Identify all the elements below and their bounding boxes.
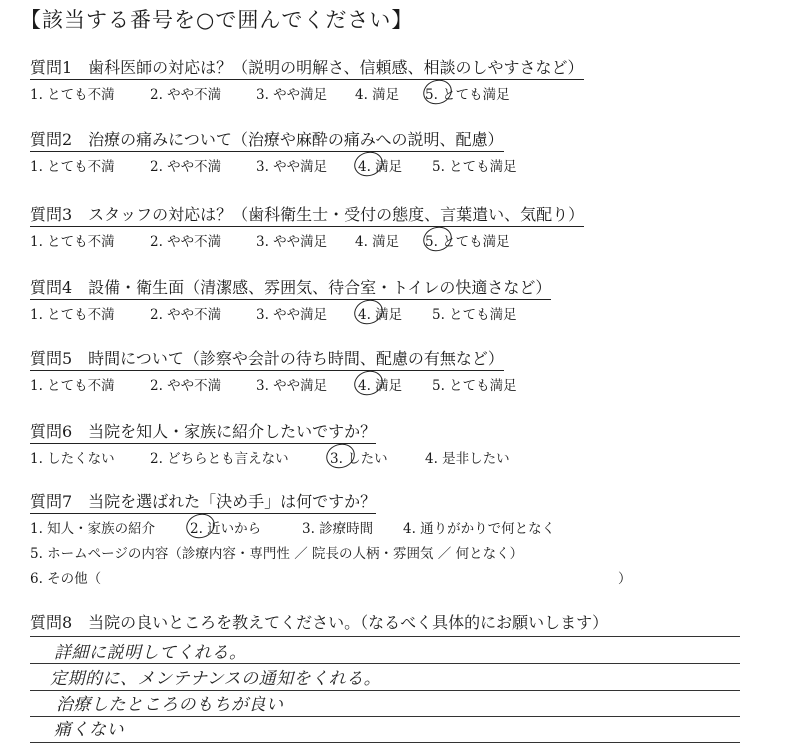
option-3[interactable]: 3. やや満足 (256, 159, 328, 175)
handwritten-answer-1: 詳細に説明してくれる。 (54, 643, 247, 663)
handwritten-answer-3: 治療したところのもちが良い (56, 695, 284, 715)
option-3[interactable]: 3. やや満足 (256, 378, 328, 394)
question-6-title: 質問6 当院を知人・家族に紹介したいですか？ (30, 419, 376, 444)
selected-circle (323, 440, 358, 472)
question-7-title: 質問7 当院を選ばれた「決め手」は何ですか？ (30, 489, 376, 514)
option-2[interactable]: 2. やや不満 (150, 87, 222, 103)
option-4[interactable]: 4. 是非したい (425, 451, 510, 467)
option-4[interactable]: 4. 通りがかりで何となく (403, 521, 556, 537)
question-4-title: 質問4 設備・衛生面（清潔感、雰囲気、待合室・トイレの快適さなど） (30, 275, 551, 300)
question-5-title: 質問5 時間について（診察や会計の待ち時間、配慮の有無など） (30, 346, 504, 371)
option-1[interactable]: 1. とても不満 (30, 307, 115, 323)
other-close-paren: ） (618, 571, 632, 587)
answer-line (30, 742, 740, 743)
option-1[interactable]: 1. したくない (30, 451, 115, 467)
option-5[interactable]: 5. とても満足 (432, 307, 517, 323)
option-4[interactable]: 4. 満足 (358, 159, 403, 175)
form-header: 【該当する番号を○で囲んでください】 (20, 8, 414, 32)
question-3-title: 質問3 スタッフの対応は？（歯科衛生士・受付の態度、言葉遣い、気配り） (30, 202, 584, 227)
option-1[interactable]: 1. とても不満 (30, 87, 115, 103)
option-5[interactable]: 5. とても満足 (425, 87, 510, 103)
selected-circle (351, 367, 386, 399)
option-1[interactable]: 1. 知人・家族の紹介 (30, 521, 156, 537)
option-3[interactable]: 3. したい (330, 451, 388, 467)
handwritten-answer-4: 痛くない (54, 720, 124, 740)
answer-line (30, 636, 740, 637)
option-3[interactable]: 3. やや満足 (256, 87, 328, 103)
option-4[interactable]: 4. 満足 (355, 234, 400, 250)
option-1[interactable]: 1. とても不満 (30, 159, 115, 175)
question-7-option-6[interactable] (30, 567, 630, 587)
answer-line (30, 716, 740, 717)
option-2[interactable]: 2. やや不満 (150, 378, 222, 394)
selected-circle (420, 76, 455, 108)
handwritten-answer-2: 定期的に、メンテナンスの通知をくれる。 (50, 669, 382, 689)
option-2[interactable]: 2. 近いから (190, 521, 262, 537)
selected-circle (183, 510, 218, 542)
option-1[interactable]: 1. とても不満 (30, 378, 115, 394)
other-label: 6. その他（ (30, 571, 102, 587)
question-2-title: 質問2 治療の痛みについて（治療や麻酔の痛みへの説明、配慮） (30, 127, 504, 152)
question-1-title: 質問1 歯科医師の対応は？（説明の明解さ、信頼感、相談のしやすさなど） (30, 55, 584, 80)
question-7-option-5[interactable]: 5. ホームページの内容（診療内容・専門性 ／ 院長の人柄・雰囲気 ／ 何となく） (30, 546, 524, 562)
option-4[interactable]: 4. 満足 (358, 307, 403, 323)
option-5[interactable]: 5. とても満足 (432, 378, 517, 394)
selected-circle (420, 223, 455, 255)
option-2[interactable]: 2. どちらとも言えない (150, 451, 289, 467)
option-5[interactable]: 5. とても満足 (432, 159, 517, 175)
option-3[interactable]: 3. やや満足 (256, 234, 328, 250)
option-3[interactable]: 3. やや満足 (256, 307, 328, 323)
selected-circle (351, 296, 386, 328)
option-2[interactable]: 2. やや不満 (150, 307, 222, 323)
selected-circle (351, 148, 386, 180)
option-4[interactable]: 4. 満足 (358, 378, 403, 394)
option-2[interactable]: 2. やや不満 (150, 234, 222, 250)
option-4[interactable]: 4. 満足 (355, 87, 400, 103)
option-5[interactable]: 5. とても満足 (425, 234, 510, 250)
option-2[interactable]: 2. やや不満 (150, 159, 222, 175)
option-1[interactable]: 1. とても不満 (30, 234, 115, 250)
option-3[interactable]: 3. 診療時間 (302, 521, 374, 537)
question-8-title: 質問8 当院の良いところを教えてください。（なるべく具体的にお願いします） (30, 613, 609, 632)
